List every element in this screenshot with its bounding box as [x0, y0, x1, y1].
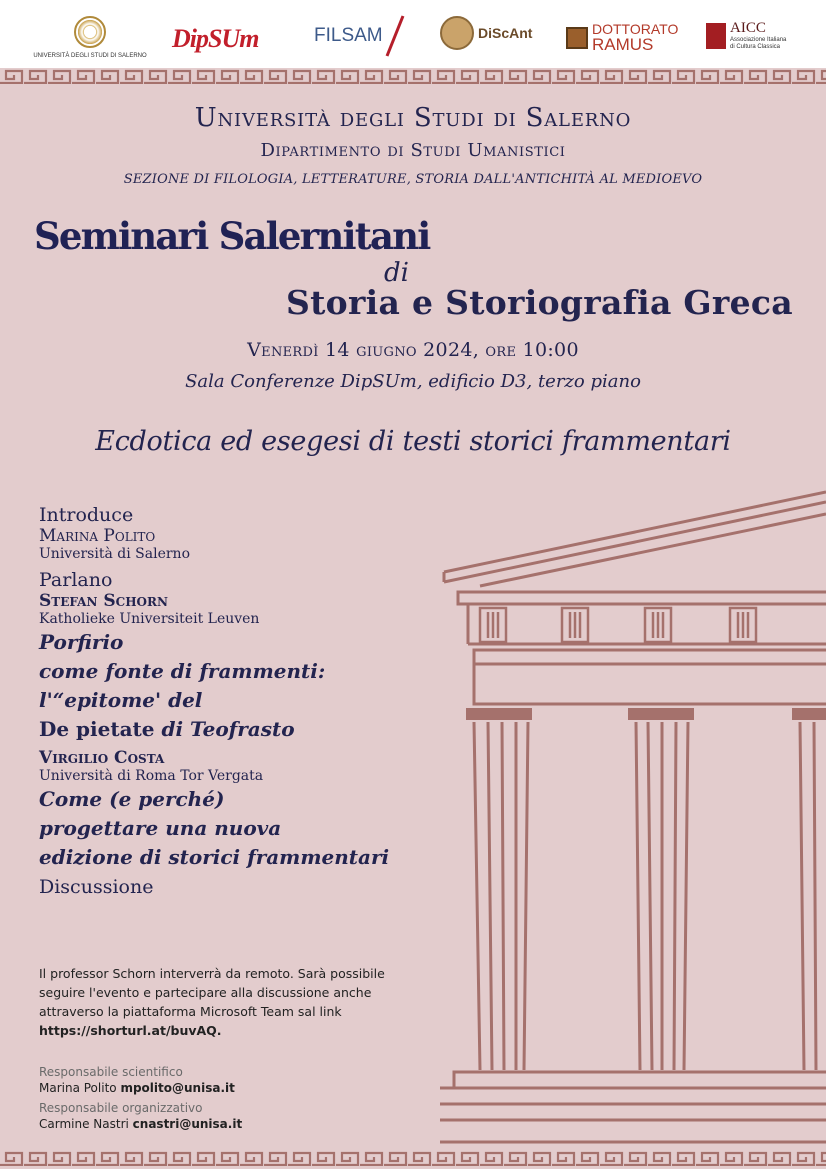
remote-notice	[39, 964, 419, 1040]
notice-line1: Il professor Schorn interverrà da remoto. Sarà possibile	[39, 966, 385, 981]
organizer-email[interactable]: cnastri@unisa.it	[132, 1117, 243, 1131]
talk2-title	[39, 785, 469, 872]
organizer-label: Responsabile organizzativo	[39, 1101, 203, 1115]
ramus-logo-top: DOTTORATO	[592, 21, 679, 37]
section-name: SEZIONE DI FILOLOGIA, LETTERATURE, STORIA DALL'ANTICHITÀ AL MEDIOEVO	[123, 172, 703, 187]
temple-illustration	[440, 490, 826, 1145]
talk1-line4-work: De pietate	[39, 717, 155, 741]
talk2-line1: Come (e perché)	[39, 787, 225, 811]
speaker1-affiliation: Katholieke Universiteit Leuven	[39, 611, 260, 627]
talk1-line4-author: di Teofrasto	[154, 717, 295, 741]
filsam-logo	[314, 12, 407, 60]
title-line1: Seminari Salernitani	[34, 214, 430, 258]
organizer	[39, 1116, 242, 1132]
talk1-line2: come fonte di frammenti:	[39, 659, 326, 683]
teams-link[interactable]: https://shorturl.at/buvAQ.	[39, 1023, 222, 1038]
aicc-logo-text: AICC	[730, 20, 766, 36]
aicc-logo-sub2: di Cultura Classica	[730, 44, 781, 50]
talk1-line4	[39, 715, 469, 744]
intro-speaker-name: Marina Polito	[39, 526, 156, 546]
talk1-line1: Porfirio	[39, 630, 124, 654]
contacts	[39, 1064, 242, 1132]
top-meander-border	[0, 68, 826, 84]
title-di: di	[384, 258, 409, 288]
unisa-logo-text: UNIVERSITÀ DEGLI STUDI DI SALERNO	[33, 53, 147, 59]
ramus-logo-bottom: RAMUS	[592, 35, 654, 54]
notice-line2: seguire l'evento e partecipare alla discussione anche	[39, 985, 372, 1000]
scientific-manager-email[interactable]: mpolito@unisa.it	[120, 1081, 235, 1095]
talk2-line2: progettare una nuova	[39, 816, 282, 840]
department-name: Dipartimento di Studi Umanistici	[260, 140, 566, 161]
title-line2: Storia e Storiografia Greca	[286, 283, 793, 322]
event-venue: Sala Conferenze DipSUm, edificio D3, terzo piano	[185, 371, 641, 392]
scientific-manager-label: Responsabile scientifico	[39, 1065, 183, 1079]
scientific-manager	[39, 1080, 242, 1096]
discussion-label: Discussione	[39, 876, 154, 898]
speaker2-name: Virgilio Costa	[39, 748, 165, 768]
filsam-pen-icon	[383, 14, 407, 58]
university-name: Università degli Studi di Salerno	[194, 103, 632, 133]
talk1-line3: l'“epitome' del	[39, 688, 203, 712]
speaker2-affiliation: Università di Roma Tor Vergata	[39, 768, 264, 784]
event-date: Venerdì 14 giugno 2024, ore 10:00	[247, 339, 579, 361]
intro-speaker-affiliation: Università di Salerno	[39, 546, 190, 562]
speakers-label: Parlano	[39, 569, 113, 591]
scientific-manager-name: Marina Polito	[39, 1081, 117, 1095]
discant-logo	[440, 16, 532, 50]
ramus-emblem-icon	[566, 27, 588, 49]
aicc-logo	[706, 20, 786, 51]
notice-line3: attraverso la piattaforma Microsoft Team sal link	[39, 1004, 342, 1019]
discant-coin-icon	[440, 16, 474, 50]
filsam-logo-text: FILSAM	[314, 25, 383, 46]
aicc-emblem-icon	[706, 23, 726, 49]
discant-logo-text: DiScAnt	[478, 25, 533, 41]
program	[39, 500, 469, 898]
aicc-logo-sub1: Associazione Italiana	[730, 37, 787, 43]
introduce-label: Introduce	[39, 504, 134, 526]
dipsum-logo: DipSUm	[172, 24, 259, 53]
speaker1-name: Stefan Schorn	[39, 591, 168, 611]
unisa-seal-icon	[74, 16, 106, 48]
organizer-name: Carmine Nastri	[39, 1117, 129, 1131]
talk2-line3: edizione di storici frammentari	[39, 845, 390, 869]
logo-bar	[0, 0, 826, 68]
talk1-title	[39, 628, 469, 744]
unisa-logo	[34, 16, 146, 59]
ramus-logo	[566, 22, 678, 53]
bottom-meander-border	[0, 1150, 826, 1169]
event-subtitle: Ecdotica ed esegesi di testi storici frammentari	[95, 426, 731, 457]
